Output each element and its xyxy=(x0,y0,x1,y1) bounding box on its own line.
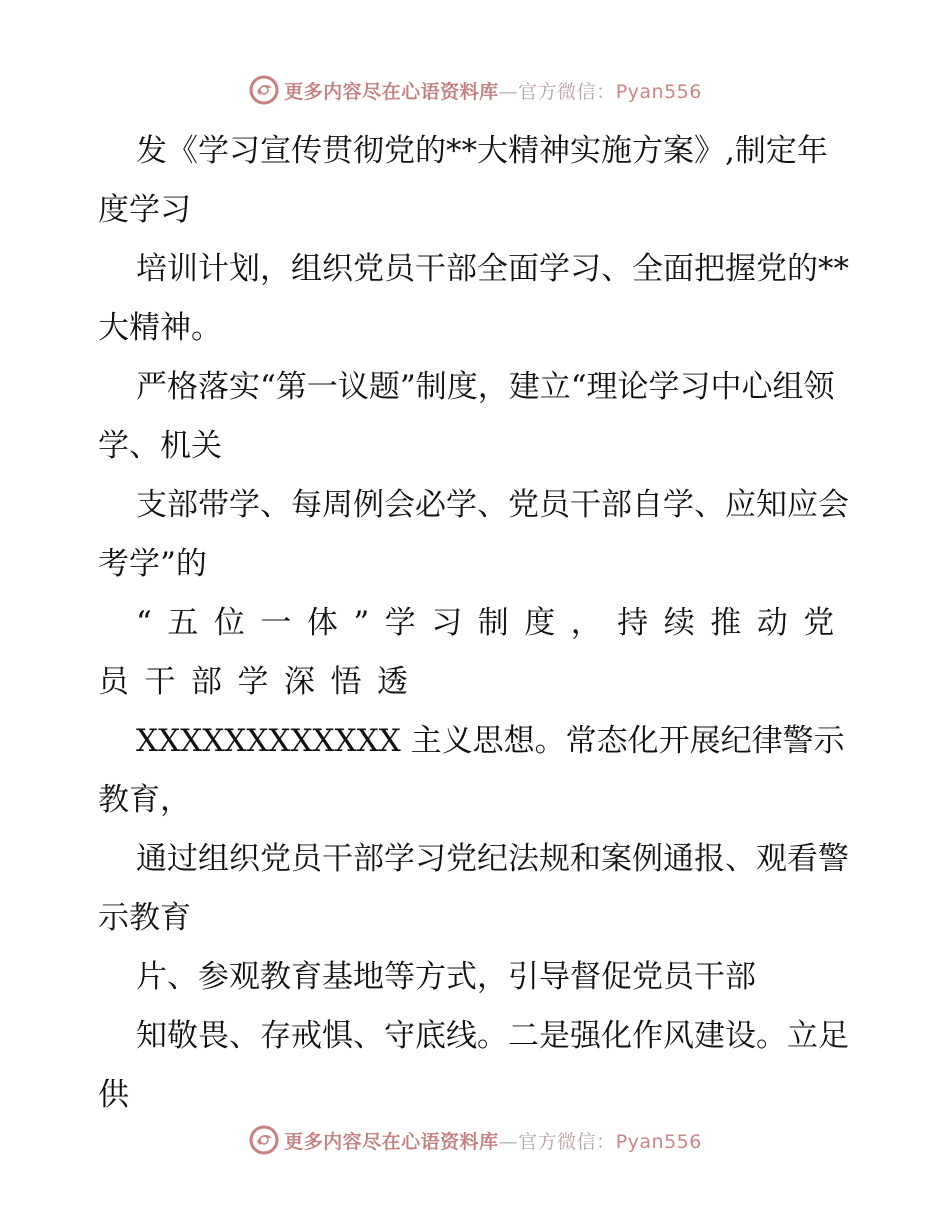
paragraph: 片、参观教育基地等方式，引导督促党员干部 xyxy=(136,959,756,995)
footer-watermark xyxy=(0,1120,950,1160)
paragraph: 严格落实“第一议题”制度，建立“理论学习中心组领学、机关 xyxy=(98,369,835,464)
paragraph: 通过组织党员干部学习党纪法规和案例通报、观看警示教育 xyxy=(98,841,849,936)
watermark-text xyxy=(284,1127,702,1154)
watermark-sub: 官方微信： xyxy=(518,80,616,103)
brand-logo-icon xyxy=(248,1124,280,1156)
header-watermark xyxy=(0,70,950,110)
watermark-sub: 官方微信： xyxy=(518,1130,616,1153)
watermark-main: 更多内容尽在心语资料库 xyxy=(284,1130,499,1153)
watermark-text xyxy=(284,77,702,104)
paragraph: 培训计划，组织党员干部全面学习、全面把握党的**大精神。 xyxy=(98,251,849,346)
watermark-separator: — xyxy=(498,80,519,103)
watermark-main: 更多内容尽在心语资料库 xyxy=(284,80,499,103)
paragraph: XXXXXXXXXXXX 主义思想。常态化开展纪律警示教育， xyxy=(98,723,845,818)
brand-logo-icon xyxy=(248,74,280,106)
paragraph: 知敬畏、存戒惧、守底线。二是强化作风建设。立足供 xyxy=(98,1018,849,1113)
paragraph: “五位一体”学习制度，持续推动党员干部学深悟透 xyxy=(98,605,850,700)
paragraph: 发《学习宣传贯彻党的**大精神实施方案》,制定年度学习 xyxy=(98,133,828,228)
document-body xyxy=(98,122,858,1125)
watermark-id: Pyan556 xyxy=(615,1130,702,1153)
watermark-id: Pyan556 xyxy=(615,80,702,103)
watermark-separator: — xyxy=(498,1130,519,1153)
paragraph: 支部带学、每周例会必学、党员干部自学、应知应会考学”的 xyxy=(98,487,849,582)
